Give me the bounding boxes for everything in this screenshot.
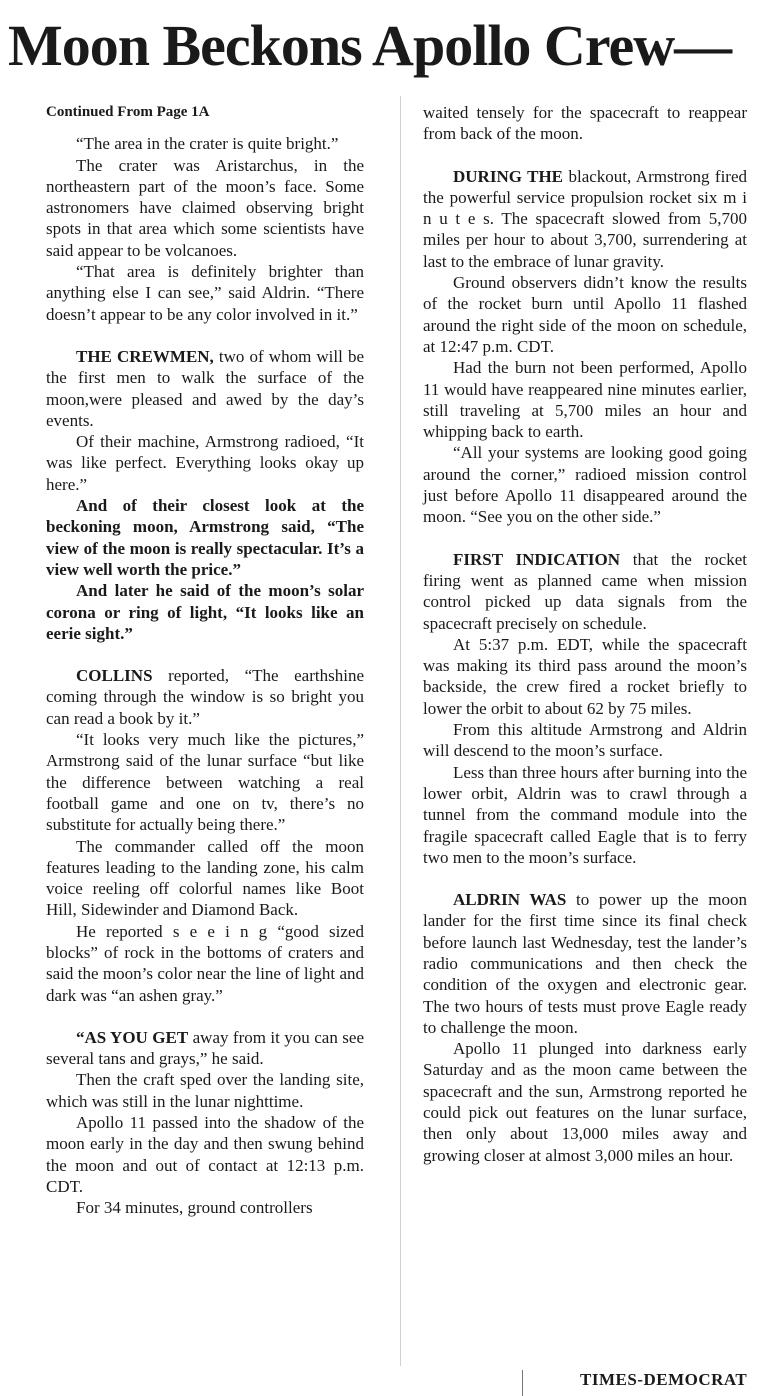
paragraph-text: He reported s e e i n g “good sized blocks” of rock in the bottoms of craters and said the moon’s color near the line of light and dark was “an ashen gray.” <box>46 921 364 1005</box>
paragraph <box>46 921 364 1006</box>
paragraph <box>46 155 364 261</box>
paragraph-text: away from it you can see several tans and grays,” he said. <box>46 1027 364 1069</box>
paragraph <box>46 133 364 154</box>
paragraph-text: Had the burn not been performed, Apollo 11 would have reappeared nine minutes earlier, still traveling at 5,700 miles an hour and whipping back to earth. <box>423 358 747 442</box>
paragraph <box>423 272 747 357</box>
paragraph-lead: COLLINS <box>76 666 153 686</box>
paragraph <box>46 495 364 580</box>
paragraph <box>46 665 364 729</box>
paragraph <box>46 836 364 921</box>
newspaper-name: TIMES-DEMOCRAT <box>580 1370 748 1389</box>
paragraph <box>46 1197 364 1218</box>
paragraph <box>423 719 747 762</box>
paragraph-text: Apollo 11 passed into the shadow of the moon early in the day and then swung behind the moon and out of contact at 12:13 p.m. CDT. <box>46 1113 364 1196</box>
paragraph <box>46 261 364 325</box>
paragraph <box>46 431 364 495</box>
paragraph <box>423 762 747 868</box>
paragraph-text: waited tensely for the spacecraft to reappear from back of the moon. <box>423 103 747 144</box>
paragraph-text: And of their closest look at the beckoning moon, Armstrong said, “The view of the moon is really spectacular. It’s a view well worth the price.” <box>46 496 364 579</box>
paragraph-text: Of their machine, Armstrong radioed, “It was like perfect. Everything looks okay up here.” <box>46 432 364 494</box>
paragraph-text: Ground observers didn’t know the results of the rocket burn until Apollo 11 flashed around the right side of the moon on schedule, at 12:47 p.m. CDT. <box>423 273 747 356</box>
paragraph <box>46 1027 364 1070</box>
column-divider <box>400 96 401 1366</box>
paragraph <box>46 580 364 644</box>
paragraph-text: two of whom will be the first men to walk the surface of the moon,were pleased and awed by the day’s events. <box>46 346 364 430</box>
paragraph-lead: FIRST INDICATION <box>453 549 621 569</box>
paragraph <box>46 346 364 431</box>
paragraph <box>46 1112 364 1197</box>
paragraph-text: Then the craft sped over the landing site, which was still in the lunar nighttime. <box>46 1070 364 1111</box>
paragraph-text: From this altitude Armstrong and Aldrin will descend to the moon’s surface. <box>423 720 747 761</box>
paragraph-text: Apollo 11 plunged into darkness early Saturday and as the moon came between the spacecraft and the sun, Armstrong reported he could pick out features on the lunar surface, then only about 13,000 miles away and growing closer at almost 3,000 miles an hour. <box>423 1039 747 1165</box>
footer-rule <box>522 1370 523 1396</box>
paragraph-text: reported, “The earthshine coming through the window is so bright you can read a book by it.” <box>46 666 364 728</box>
paragraph-text: “All your systems are looking good going around the corner,” radioed mission control just before Apollo 11 disappeared around the moon. “See you on the other side.” <box>423 443 747 527</box>
article-column-right <box>423 102 747 1166</box>
paragraph <box>423 889 747 1038</box>
paragraph <box>423 442 747 527</box>
headline: Moon Beckons Apollo Crew— <box>8 13 732 78</box>
paragraph <box>46 729 364 835</box>
paragraph-text: For 34 minutes, ground controllers <box>76 1198 313 1218</box>
paragraph-text: “The area in the crater is quite bright.” <box>76 134 339 154</box>
article-column-left <box>46 102 364 1219</box>
paragraph-text: blackout, Armstrong fired the powerful service propulsion rocket six m i n u t e s. The spacecraft slowed from 5,700 miles per hour to about 3,700, surrendering at last to the embrace of lunar gravity. <box>423 166 747 271</box>
paragraph <box>423 357 747 442</box>
paragraph <box>423 634 747 719</box>
paragraph-text: “It looks very much like the pictures,” Armstrong said of the lunar surface “but like the difference between watching a real football game and one on tv, there’s no substitute for actually being there.” <box>46 730 364 835</box>
paragraph-text: The crater was Aristarchus, in the northeastern part of the moon’s face. Some astronomers have claimed observing bright spots in that area which some scientists have said appear to be volcanoes. <box>46 155 364 260</box>
paragraph-text: Less than three hours after burning into the lower orbit, Aldrin was to crawl through a tunnel from the command module into the fragile spacecraft called Eagle that is to ferry two men to the moon’s surface. <box>423 762 747 867</box>
paragraph-text: And later he said of the moon’s solar corona or ring of light, “It looks like an eerie sight.” <box>46 581 364 643</box>
paragraph <box>423 102 747 145</box>
paragraph-lead: THE CREWMEN, <box>76 346 214 366</box>
paragraph-lead: ALDRIN WAS <box>453 890 567 910</box>
paragraph-text: to power up the moon lander for the first time since its final check before launch last Wednesday, test the lander’s radio communications and then check the condition of the oxygen and electronic gear. The two hours of tests must prove Eagle ready to challenge the moon. <box>423 890 748 1037</box>
paragraph-text: At 5:37 p.m. EDT, while the spacecraft was making its third pass around the moon’s backside, the crew fired a rocket briefly to lower the orbit to about 62 by 75 miles. <box>423 634 747 718</box>
paragraph <box>46 1069 364 1112</box>
paragraph-text: “That area is definitely brighter than anything else I can see,” said Aldrin. “There doesn’t appear to be any color involved in it.” <box>46 262 364 324</box>
paragraph-text: The commander called off the moon features leading to the landing zone, his calm voice reeling off colorful names like Boot Hill, Sidewinder and Diamond Back. <box>46 836 364 920</box>
paragraph <box>423 1038 747 1166</box>
paragraph <box>423 166 747 272</box>
paragraph <box>423 549 747 634</box>
paragraph-text: that the rocket firing went as planned came when mission control picked up data signals from the spacecraft precisely on schedule. <box>423 549 747 633</box>
paragraph-lead: “AS YOU GET <box>76 1027 189 1047</box>
continued-from-label: Continued From Page 1A <box>46 104 210 120</box>
paragraph-lead: DURING THE <box>453 166 564 186</box>
